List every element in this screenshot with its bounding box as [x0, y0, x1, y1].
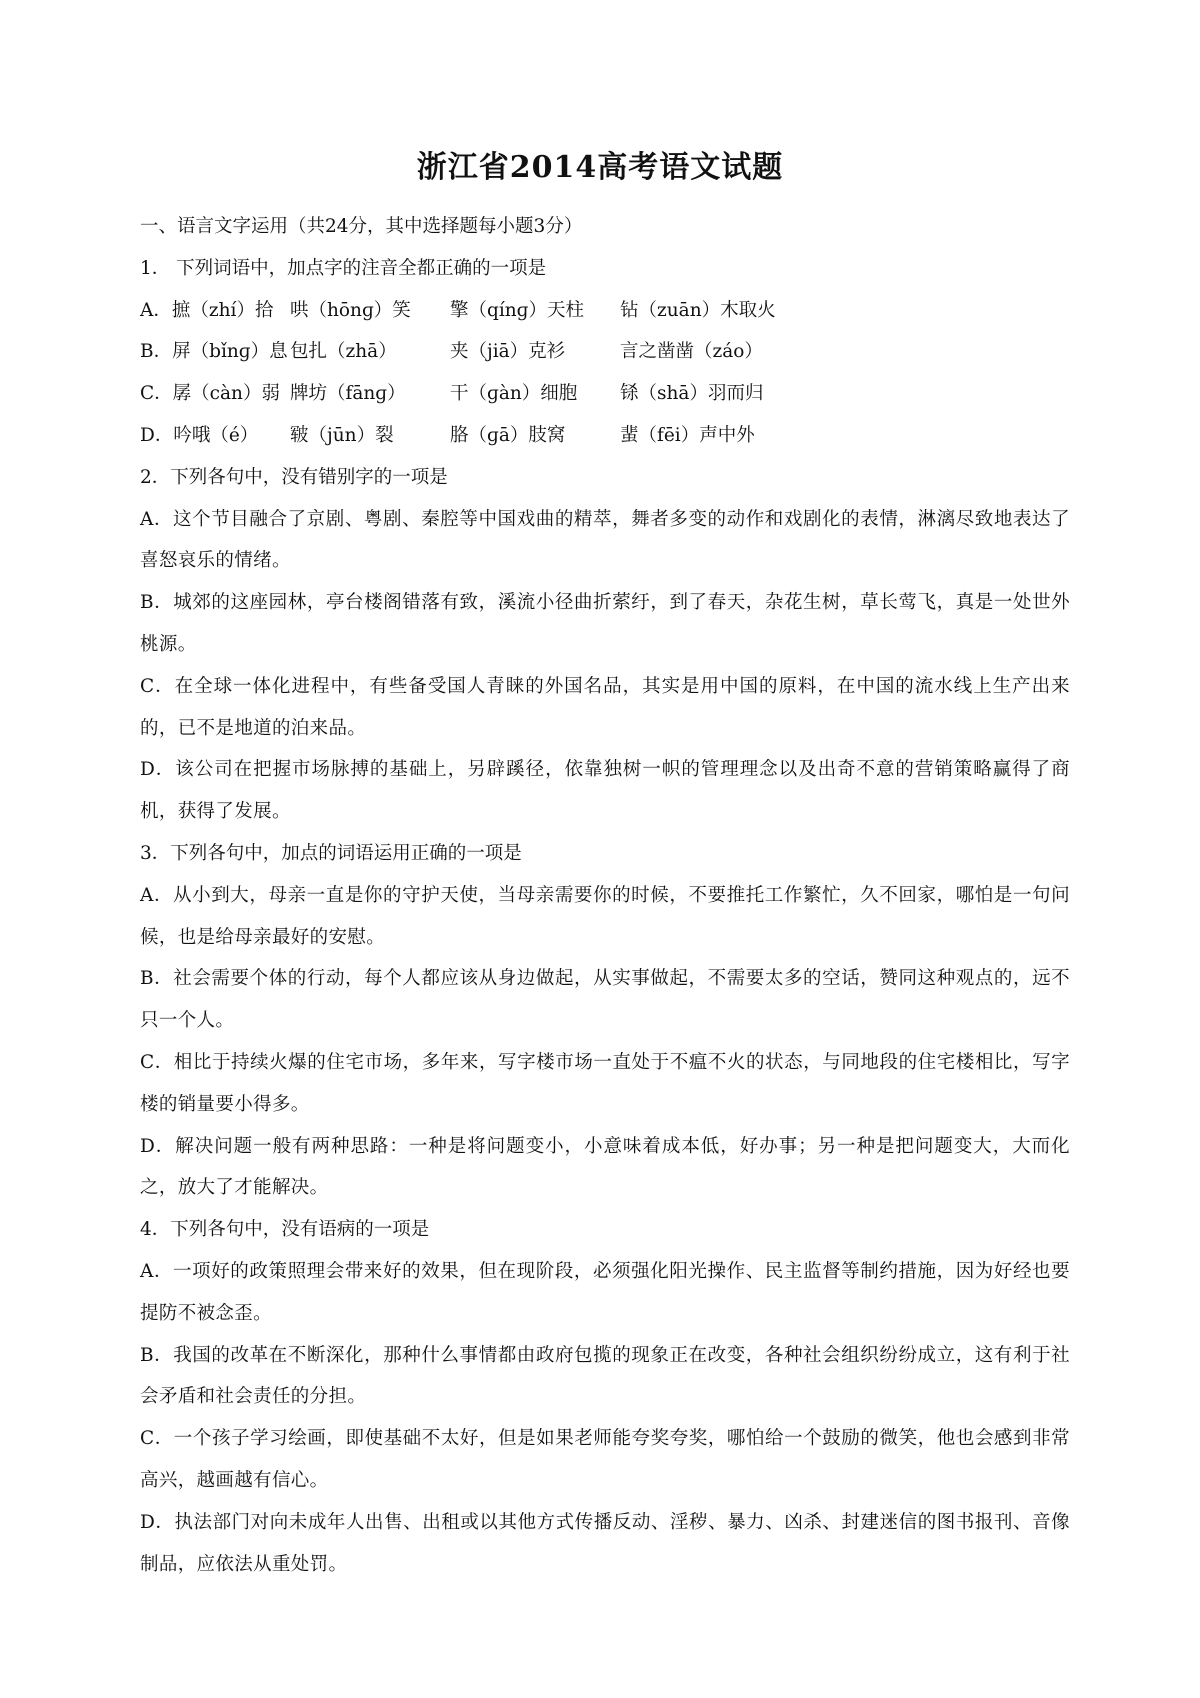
question-2	[140, 457, 1070, 833]
question-3	[140, 833, 1070, 1209]
option-item: 蜚（fēi）声中外	[620, 424, 755, 446]
option-b: B．社会需要个体的行动，每个人都应该从身边做起，从实事做起，不需要太多的空话，赞同这种观点的，远不只一个人。	[140, 968, 1070, 1032]
option-item: B．屏（bǐnɡ）息	[140, 341, 288, 363]
question-stem: 3．下列各句中，加点的词语运用正确的一项是	[140, 842, 522, 864]
question-4	[140, 1209, 1070, 1585]
option-item: 铩（shā）羽而归	[620, 383, 764, 405]
question-stem: 2．下列各句中，没有错别字的一项是	[140, 466, 448, 488]
question-stem: 1． 下列词语中，加点字的注音全都正确的一项是	[140, 257, 547, 279]
option-c: C．在全球一体化进程中，有些备受国人青睐的外国名品，其实是用中国的原料，在中国的流水线上生产出来的，已不是地道的泊来品。	[140, 675, 1070, 739]
option-item: 夹（jiā）克衫	[450, 341, 566, 363]
option-c: C．一个孩子学习绘画，即使基础不太好，但是如果老师能夸奖夸奖，哪怕给一个鼓励的微笑，他也会感到非常高兴，越画越有信心。	[140, 1428, 1070, 1491]
option-d: D．该公司在把握市场脉搏的基础上，另辟蹊径，依靠独树一帜的管理理念以及出奇不意的营销策略赢得了商机，获得了发展。	[140, 759, 1070, 823]
option-item: 包扎（zhā）	[290, 341, 397, 363]
option-c: C．相比于持续火爆的住宅市场，多年来，写字楼市场一直处于不瘟不火的状态，与同地段的住宅楼相比，写字楼的销量要小得多。	[140, 1051, 1070, 1115]
option-item: D．吟哦（é）	[140, 424, 259, 446]
question-1	[140, 248, 1070, 457]
option-item: 哄（hōnɡ）笑	[290, 299, 411, 321]
option-d: D．执法部门对向未成年人出售、出租或以其他方式传播反动、淫秽、暴力、凶杀、封建迷信的图书报刊、音像制品，应依法从重处罚。	[140, 1511, 1070, 1575]
option-row-b	[140, 331, 1070, 373]
option-b: B．我国的改革在不断深化，那种什么事情都由政府包揽的现象正在改变，各种社会组织纷纷成立，这有利于社会矛盾和社会责任的分担。	[140, 1344, 1070, 1408]
option-item: C．孱（càn）弱	[140, 383, 280, 405]
option-a: A．从小到大，母亲一直是你的守护天使，当母亲需要你的时候，不要推托工作繁忙，久不回家，哪怕是一句问候，也是给母亲最好的安慰。	[140, 884, 1070, 948]
option-a: A．这个节目融合了京剧、粤剧、秦腔等中国戏曲的精萃，舞者多变的动作和戏剧化的表情，淋漓尽致地表达了喜怒哀乐的情绪。	[140, 508, 1070, 572]
option-row-a	[140, 290, 1070, 332]
section-heading: 一、语言文字运用（共24分，其中选择题每小题3分）	[140, 216, 583, 237]
option-item: 胳（ɡā）肢窝	[450, 424, 566, 446]
exam-content	[140, 206, 1070, 1585]
question-stem: 4．下列各句中，没有语病的一项是	[140, 1219, 430, 1241]
option-item: 钻（zuān）木取火	[620, 299, 776, 321]
option-d: D．解决问题一般有两种思路：一种是将问题变小，小意味着成本低，好办事；另一种是把问题变大，大而化之，放大了才能解决。	[140, 1135, 1070, 1199]
option-row-c	[140, 373, 1070, 415]
option-item: 牌坊（fānɡ）	[290, 383, 406, 405]
page-title: 浙江省2014高考语文试题	[416, 150, 784, 185]
option-item: 言之凿凿（záo）	[620, 341, 763, 363]
option-item: 皲（jūn）裂	[290, 424, 394, 446]
option-item: 擎（qínɡ）天柱	[450, 299, 585, 321]
option-item: A．摭（zhí）拾	[140, 299, 274, 321]
option-a: A．一项好的政策照理会带来好的效果，但在现阶段，必须强化阳光操作、民主监督等制约措施，因为好经也要提防不被念歪。	[140, 1260, 1070, 1324]
option-item: 干（ɡàn）细胞	[450, 383, 578, 405]
option-b: B．城郊的这座园林，亭台楼阁错落有致，溪流小径曲折萦纡，到了春天，杂花生树，草长莺飞，真是一处世外桃源。	[140, 592, 1070, 655]
option-row-d	[140, 415, 1070, 457]
